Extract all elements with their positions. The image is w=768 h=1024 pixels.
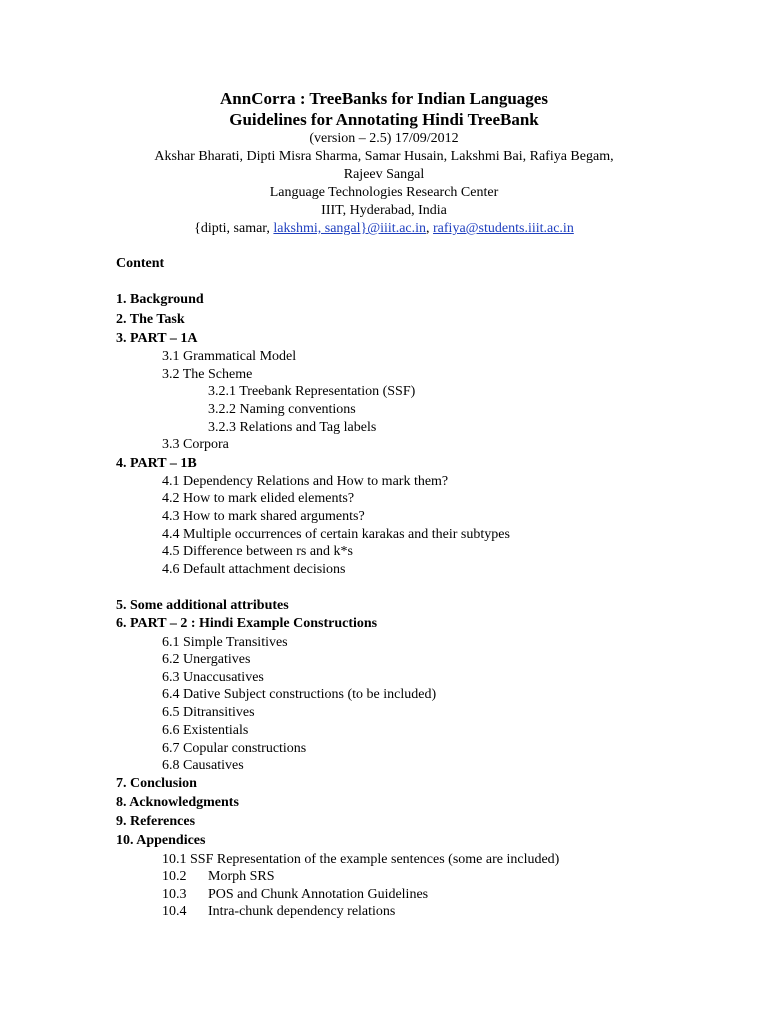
email-separator: ,	[426, 221, 434, 236]
email-prefix: {dipti, samar,	[194, 221, 274, 236]
toc-item-the-task: 2. The Task	[116, 312, 185, 327]
toc-item-text: Intra-chunk dependency relations	[208, 904, 396, 919]
toc-item-additional-attributes: 5. Some additional attributes	[116, 598, 289, 613]
toc-item-conclusion: 7. Conclusion	[116, 776, 197, 791]
toc-item-references: 9. References	[116, 814, 196, 829]
document-header	[0, 88, 768, 238]
toc-item-background: 1. Background	[116, 292, 204, 307]
toc-item-ditransitives: 6.5 Ditransitives	[162, 705, 255, 720]
authors-line1: Akshar Bharati, Dipti Misra Sharma, Samar Husain, Lakshmi Bai, Rafiya Begam,	[154, 149, 614, 164]
toc-item-acknowledgments: 8. Acknowledgments	[116, 795, 239, 810]
toc-item-relations-tag-labels: 3.2.3 Relations and Tag labels	[208, 420, 377, 435]
authors-line2: Rajeev Sangal	[343, 167, 425, 182]
toc-item-default-attachment: 4.6 Default attachment decisions	[162, 562, 346, 577]
version-line: (version – 2.5) 17/09/2012	[309, 131, 459, 146]
toc-item-shared-arguments: 4.3 How to mark shared arguments?	[162, 509, 365, 524]
toc-item-part-2: 6. PART – 2 : Hindi Example Constructions	[116, 616, 378, 631]
toc-item-intra-chunk-relations	[116, 903, 395, 921]
toc-item-grammatical-model: 3.1 Grammatical Model	[162, 349, 297, 364]
toc-item-number: 10.4	[162, 904, 187, 919]
toc-item-morph-srs	[116, 868, 275, 886]
toc-item-number: 10.3	[162, 887, 187, 902]
toc-item-dependency-relations: 4.1 Dependency Relations and How to mark them?	[162, 474, 449, 489]
toc-item-copular-constructions: 6.7 Copular constructions	[162, 741, 307, 756]
toc-item-rs-vs-ks: 4.5 Difference between rs and k*s	[162, 544, 354, 559]
toc-item-causatives: 6.8 Causatives	[162, 758, 244, 773]
toc-item-the-scheme: 3.2 The Scheme	[162, 367, 253, 382]
toc-item-corpora: 3.3 Corpora	[162, 437, 229, 452]
toc-item-treebank-representation: 3.2.1 Treebank Representation (SSF)	[208, 384, 416, 399]
toc-item-dative-subject: 6.4 Dative Subject constructions (to be included)	[162, 687, 437, 702]
toc-item-text: Morph SRS	[208, 869, 275, 884]
toc-item-unaccusatives: 6.3 Unaccusatives	[162, 670, 264, 685]
location: IIIT, Hyderabad, India	[321, 203, 447, 218]
toc-item-part-1b: 4. PART – 1B	[116, 456, 197, 471]
toc-item-text: POS and Chunk Annotation Guidelines	[208, 887, 429, 902]
toc-item-elided-elements: 4.2 How to mark elided elements?	[162, 491, 355, 506]
toc-item-naming-conventions: 3.2.2 Naming conventions	[208, 402, 356, 417]
toc-heading: Content	[116, 256, 165, 271]
email-line	[0, 220, 768, 238]
toc-item-appendices: 10. Appendices	[116, 833, 206, 848]
toc-item-existentials: 6.6 Existentials	[162, 723, 249, 738]
document-title-line2: Guidelines for Annotating Hindi TreeBank	[229, 110, 539, 129]
email-link-students[interactable]: rafiya@students.iiit.ac.in	[433, 221, 574, 236]
email-link-iiit[interactable]: lakshmi, sangal}@iiit.ac.in	[273, 221, 427, 236]
toc-item-pos-chunk-guidelines	[116, 886, 428, 904]
toc-item-unergatives: 6.2 Unergatives	[162, 652, 251, 667]
toc-item-simple-transitives: 6.1 Simple Transitives	[162, 635, 288, 650]
toc-item-number: 10.2	[162, 869, 187, 884]
toc-item-multiple-karakas: 4.4 Multiple occurrences of certain karakas and their subtypes	[162, 527, 510, 542]
organization: Language Technologies Research Center	[269, 185, 499, 200]
toc-item-ssf-representation: 10.1 SSF Representation of the example sentences (some are included)	[162, 852, 560, 867]
document-title-line1: AnnCorra : TreeBanks for Indian Languages	[220, 89, 548, 108]
toc-item-part-1a: 3. PART – 1A	[116, 331, 198, 346]
